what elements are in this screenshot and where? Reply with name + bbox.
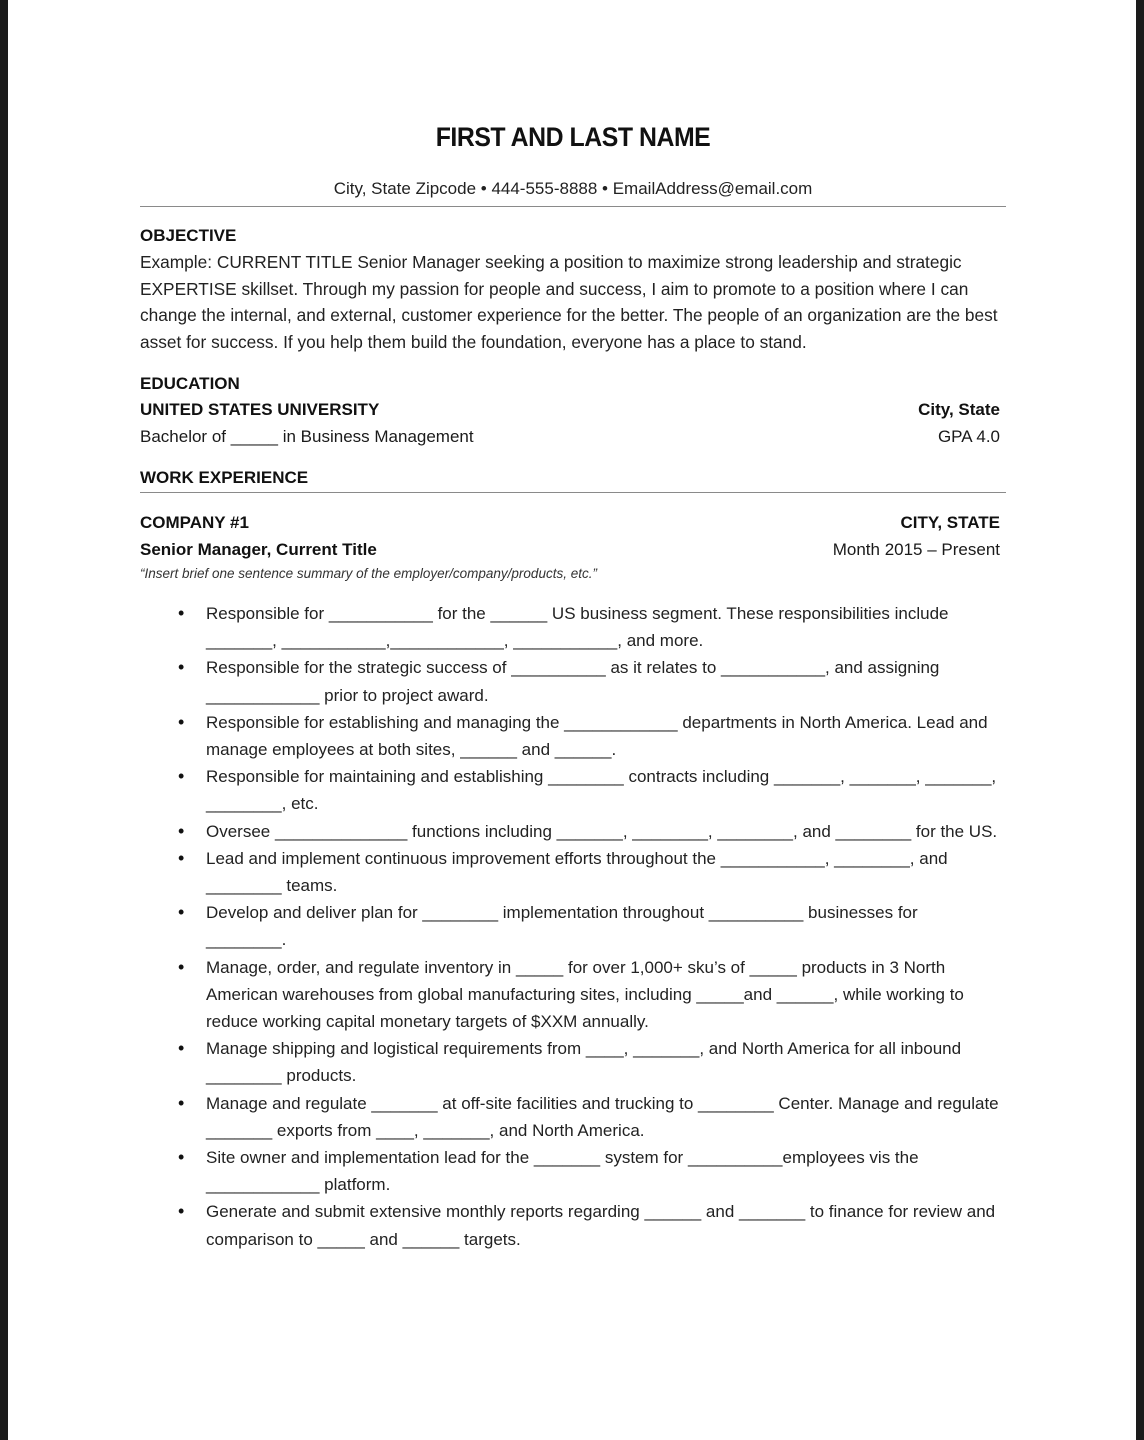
company-name: COMPANY #1: [140, 513, 249, 532]
responsibility-item: • Manage, order, and regulate inventory in _____ for over 1,000+ sku’s of _____ products in 3 North American warehouses from global manufacturing sites, including _____and ______, while working to reduce working capital monetary targets of $XXM annually.: [178, 954, 1000, 1036]
header-divider: [140, 206, 1006, 207]
document-page: [8, 0, 1136, 1440]
responsibility-item: • Generate and submit extensive monthly reports regarding ______ and _______ to finance for review and comparison to _____ and ______ targets.: [178, 1198, 1000, 1252]
job-responsibilities-list: [178, 600, 1000, 1253]
responsibility-item: • Oversee ______________ functions including _______, ________, ________, and ________ for the US.: [178, 818, 1000, 845]
work-experience-heading: WORK EXPERIENCE: [140, 468, 309, 487]
responsibility-item: • Responsible for establishing and managing the ____________ departments in North America. Lead and manage employees at both sites, ______ and ______.: [178, 709, 1000, 763]
responsibility-item: • Manage shipping and logistical requirements from ____, _______, and North America for all inbound ________ products.: [178, 1035, 1000, 1089]
company-location: CITY, STATE: [900, 513, 1000, 532]
school-name: UNITED STATES UNIVERSITY: [140, 400, 380, 419]
school-location: City, State: [918, 400, 1000, 419]
responsibility-item: • Responsible for maintaining and establishing ________ contracts including _______, _______, _______, ________, etc.: [178, 763, 1000, 817]
education-heading: EDUCATION: [140, 374, 240, 393]
job-summary: “Insert brief one sentence summary of the employer/company/products, etc.”: [140, 566, 597, 581]
responsibility-item: • Responsible for ___________ for the ______ US business segment. These responsibilities include _______, ___________,____________, ___________, and more.: [178, 600, 1000, 654]
job-summary-row: [140, 566, 1000, 581]
job-title-row: [140, 540, 1000, 560]
education-degree-row: [140, 427, 1000, 447]
job-dates: Month 2015 – Present: [832, 540, 1000, 559]
job-title: Senior Manager, Current Title: [140, 540, 377, 559]
responsibility-item: • Manage and regulate _______ at off-site facilities and trucking to ________ Center. Manage and regulate _______ exports from ____, _______, and North America.: [178, 1090, 1000, 1144]
gpa: GPA 4.0: [937, 427, 1000, 446]
responsibility-item: • Develop and deliver plan for ________ implementation throughout __________ businesses for ________.: [178, 899, 1000, 953]
objective-heading: OBJECTIVE: [140, 226, 237, 245]
contact-line: City, State Zipcode • 444-555-8888 • EmailAddress@email.com: [333, 179, 813, 198]
objective-text: Example: CURRENT TITLE Senior Manager seeking a position to maximize strong leadership and strategic EXPERTISE skillset. Through my passion for people and success, I aim to promote to a position where I can change the internal, and external, customer experience for the better. The people of an organization are the best asset for success. If you help them build the foundation, everyone has a place to stand.: [140, 252, 998, 353]
responsibility-item: • Responsible for the strategic success of __________ as it relates to ___________, and assigning ____________ prior to project award.: [178, 654, 1000, 708]
education-school-row: [140, 400, 1000, 420]
responsibility-item: • Lead and implement continuous improvement efforts throughout the ___________, ________, and ________ teams.: [178, 845, 1000, 899]
candidate-name: FIRST AND LAST NAME: [435, 122, 711, 152]
job-company-row: [140, 513, 1000, 533]
responsibility-item: • Site owner and implementation lead for the _______ system for __________employees vis the ____________ platform.: [178, 1144, 1000, 1198]
degree: Bachelor of _____ in Business Management: [140, 427, 474, 446]
work-divider: [140, 492, 1006, 493]
